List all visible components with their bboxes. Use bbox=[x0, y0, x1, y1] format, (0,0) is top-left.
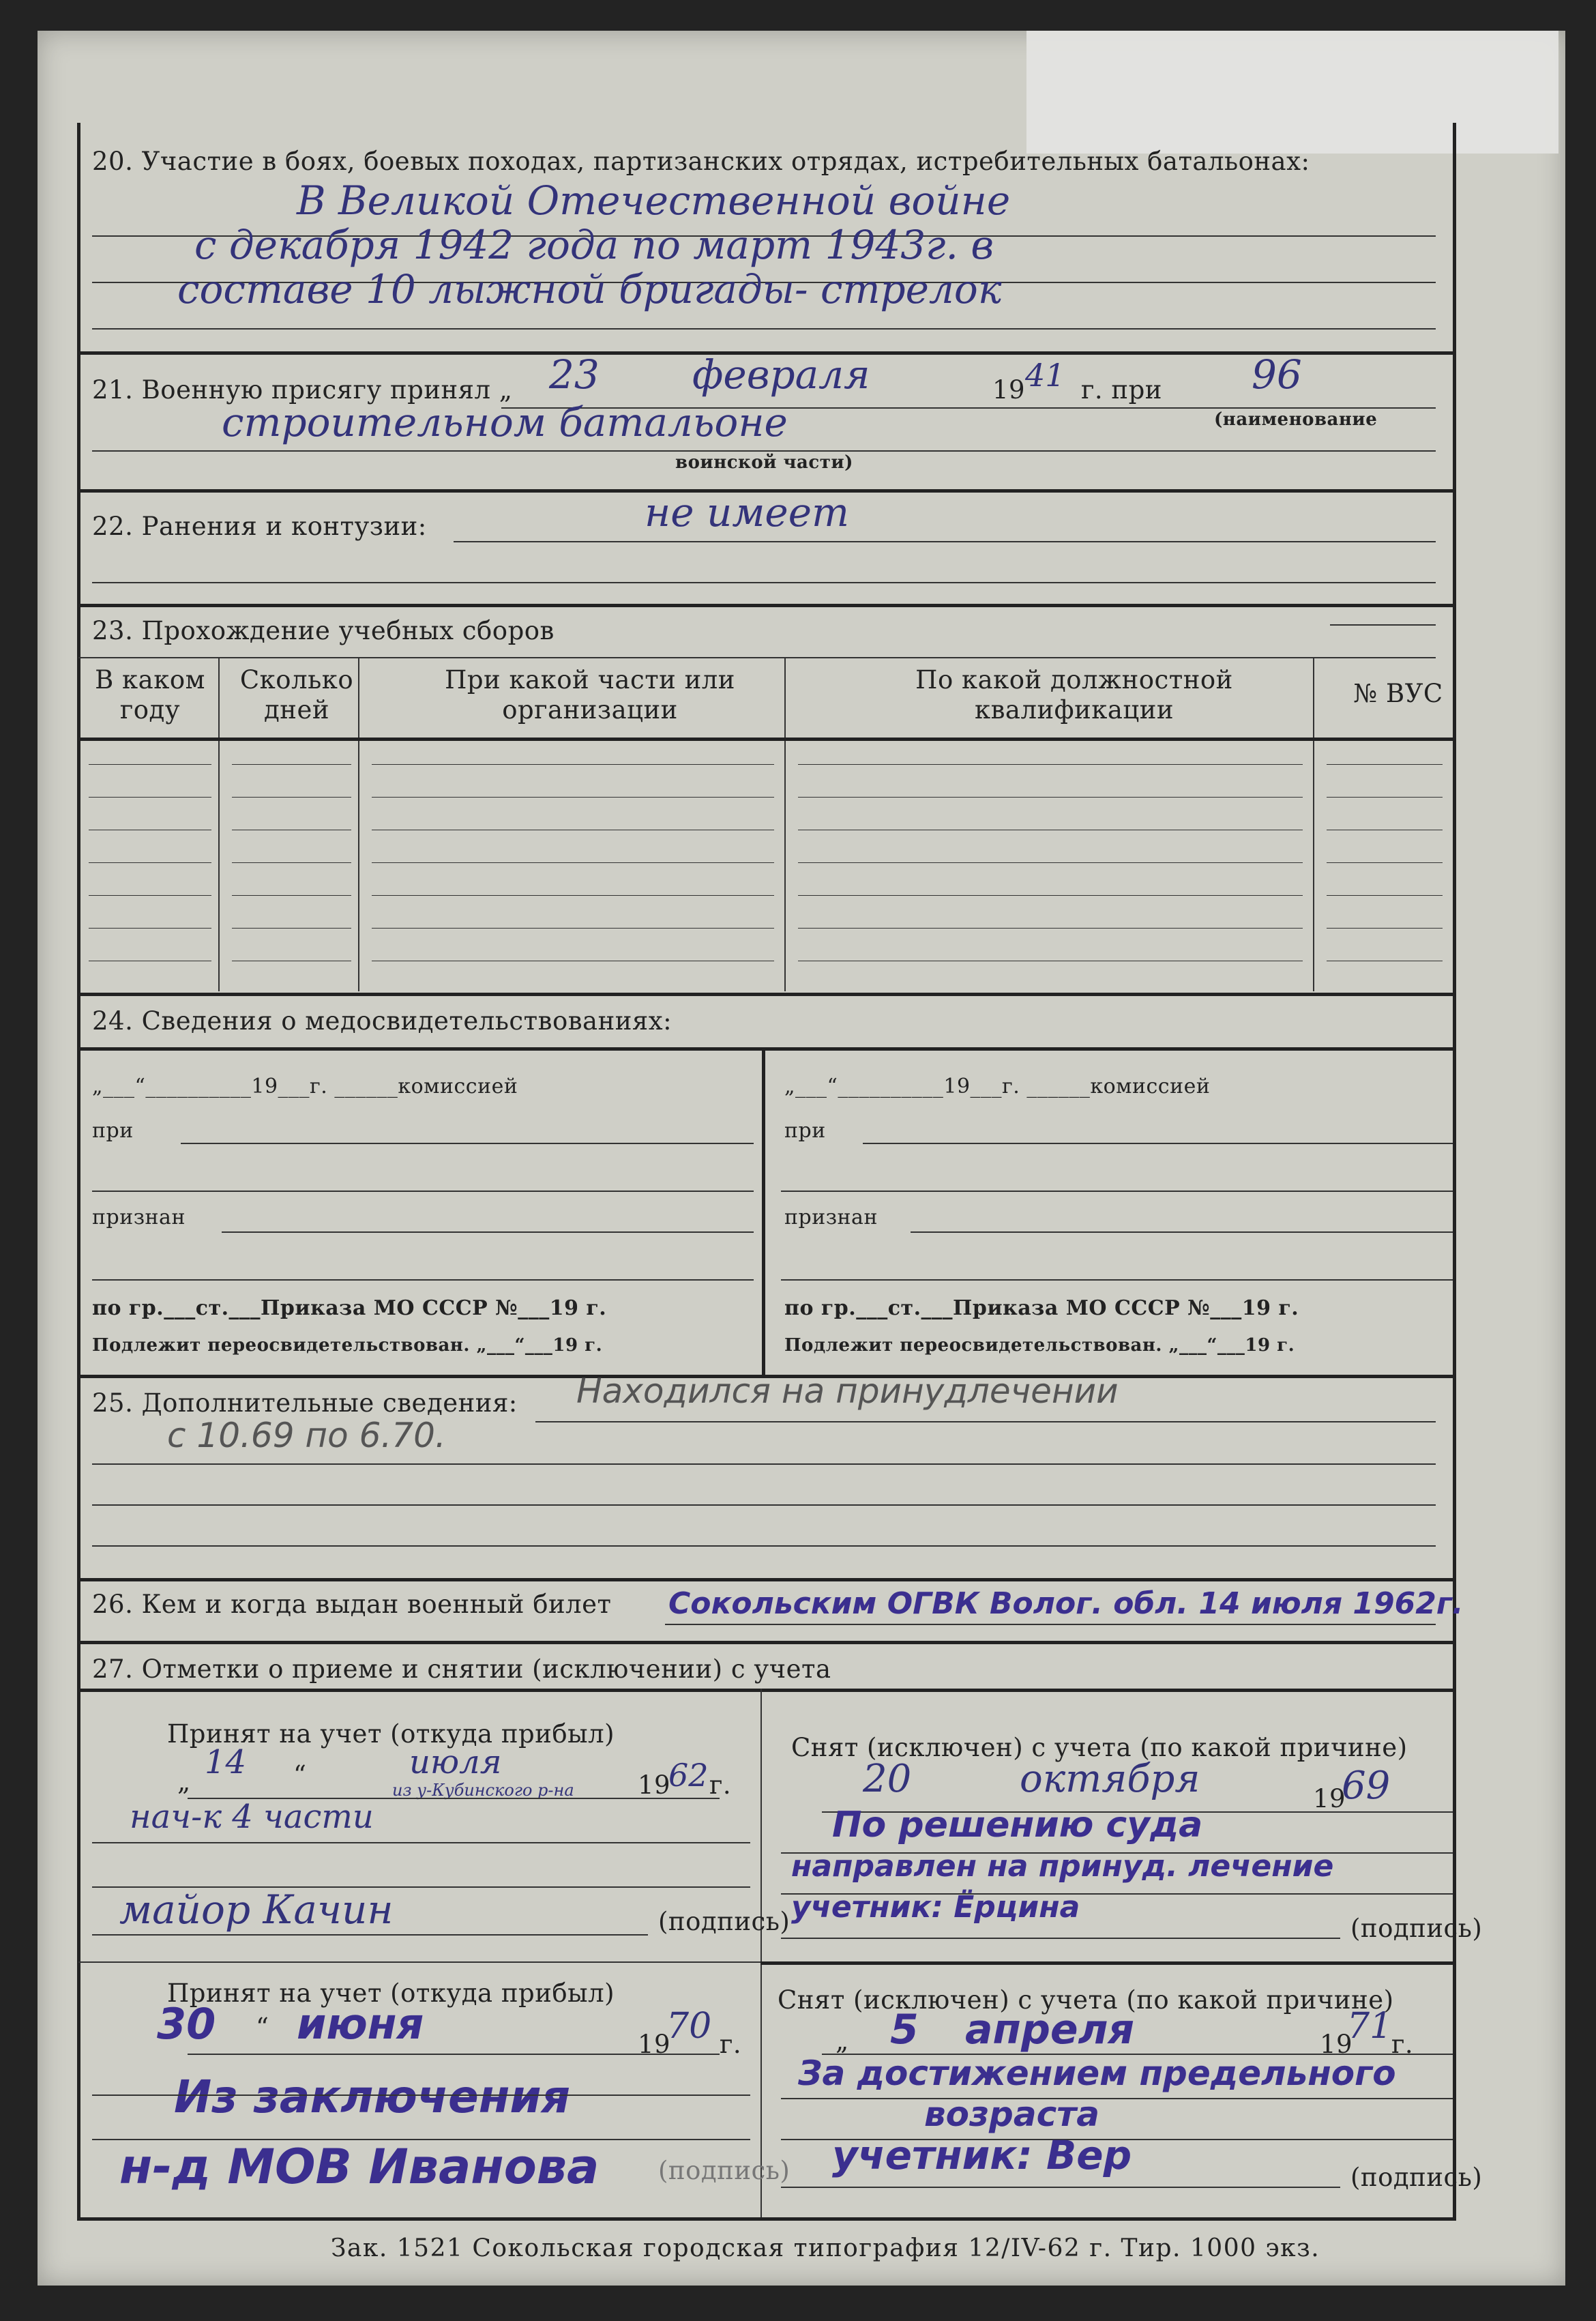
s24-right-podlezhit: Подлежит переосвидетельствован. „___“___19 г. bbox=[784, 1335, 1295, 1356]
table-ruled-line bbox=[1327, 764, 1443, 765]
s20-line3: составе 10 лыжной бригады- стрелок bbox=[177, 266, 1002, 312]
s27-r1-podpis: (подпись) bbox=[1350, 1914, 1483, 1943]
rule bbox=[781, 1938, 1340, 1939]
table-ruled-line bbox=[372, 862, 774, 863]
s21-unit-no: 96 bbox=[1252, 351, 1302, 398]
table-ruled-line bbox=[89, 862, 211, 863]
table-col-divider bbox=[784, 657, 786, 991]
s27-r1-month: октября bbox=[1020, 1757, 1200, 1801]
rule bbox=[222, 1231, 754, 1233]
s25-line2: с 10.69 по 6.70. bbox=[167, 1416, 446, 1455]
s21-month: февраля bbox=[692, 351, 870, 398]
section-divider bbox=[760, 1961, 1453, 1965]
s24-left-po-gr: по гр.___ст.___Приказа МО СССР №___19 г. bbox=[92, 1296, 607, 1320]
s27-a2-podpis: (подпись) bbox=[658, 2156, 790, 2185]
s27-r1-year: 69 bbox=[1342, 1764, 1391, 1808]
section-divider bbox=[78, 1689, 1453, 1692]
s24-right-date-line: „___“__________19___г. ______комиссией bbox=[784, 1075, 1211, 1098]
table-ruled-line bbox=[372, 764, 774, 765]
s27-a1-g: г. bbox=[709, 1770, 732, 1800]
document-sheet bbox=[38, 31, 1565, 2286]
table-ruled-line bbox=[798, 797, 1303, 798]
table-ruled-line bbox=[232, 797, 351, 798]
s23-col5-header: № ВУС bbox=[1353, 679, 1443, 708]
section-divider bbox=[78, 1578, 1453, 1581]
s24-left-podlezhit: Подлежит переосвидетельствован. „___“___19 г. bbox=[92, 1335, 603, 1356]
s27-r2-podpis: (подпись) bbox=[1350, 2163, 1483, 2192]
s27-a2-year: 70 bbox=[666, 2006, 712, 2047]
rule bbox=[181, 1143, 754, 1144]
rule bbox=[781, 2187, 1340, 2188]
s22-value: не имеет bbox=[645, 489, 850, 536]
s21-day: 23 bbox=[549, 351, 600, 398]
s27-a2-day: 30 bbox=[157, 1999, 216, 2049]
rule bbox=[188, 2054, 720, 2055]
rule bbox=[92, 1279, 754, 1281]
s27-a1-podpis: (подпись) bbox=[658, 1907, 790, 1936]
s27-a1-label: Принят на учет (откуда прибыл) bbox=[167, 1719, 615, 1749]
rule bbox=[92, 2094, 750, 2096]
table-ruled-line bbox=[89, 797, 211, 798]
s27-r1-line1: По решению суда bbox=[832, 1805, 1203, 1845]
s27-r1-label: Снят (исключен) с учета (по какой причине) bbox=[791, 1733, 1408, 1762]
table-col-divider bbox=[218, 657, 220, 991]
s20-label: 20. Участие в боях, боевых походах, партизанских отрядах, истребительных батальонах: bbox=[92, 147, 1310, 176]
table-ruled-line bbox=[798, 764, 1303, 765]
s22-label: 22. Ранения и контузии: bbox=[92, 512, 427, 541]
rule bbox=[92, 1463, 1436, 1465]
s24-right-priznan: признан bbox=[784, 1206, 878, 1229]
table-ruled-line bbox=[232, 764, 351, 765]
table-ruled-line bbox=[372, 928, 774, 929]
table-ruled-line bbox=[798, 895, 1303, 896]
s27-a2-label: Принят на учет (откуда прибыл) bbox=[167, 1979, 615, 2008]
s26-value: Сокольским ОГВК Волог. обл. 14 июля 1962г. bbox=[668, 1586, 1464, 1621]
table-col-divider bbox=[1313, 657, 1314, 991]
s27-label: 27. Отметки о приеме и снятии (исключении) с учета bbox=[92, 1654, 831, 1684]
s27-r2-year: 71 bbox=[1347, 2006, 1393, 2047]
table-col-divider bbox=[358, 657, 359, 991]
table-ruled-line bbox=[232, 862, 351, 863]
s27-r2-day: 5 bbox=[890, 2006, 919, 2054]
rule bbox=[92, 1191, 754, 1192]
s27-r1-day: 20 bbox=[863, 1757, 912, 1801]
paper-tape bbox=[1026, 31, 1558, 154]
quote-close: “ bbox=[293, 1760, 307, 1790]
s27-r2-line1: За достижением предельного bbox=[798, 2054, 1396, 2093]
s21-label: 21. Военную присягу принял „ bbox=[92, 375, 513, 405]
table-ruled-line bbox=[89, 764, 211, 765]
s25-label: 25. Дополнительные сведения: bbox=[92, 1388, 518, 1418]
table-ruled-line bbox=[798, 928, 1303, 929]
s27-r2-g: г. bbox=[1391, 2030, 1414, 2059]
s27-mid-divider bbox=[760, 1689, 762, 2217]
s21-unit-name: строительном батальоне bbox=[222, 399, 788, 446]
rule bbox=[92, 1545, 1436, 1547]
table-ruled-line bbox=[1327, 895, 1443, 896]
section-divider bbox=[78, 1641, 1453, 1644]
s25-line1: Находился на принудлечении bbox=[576, 1371, 1119, 1411]
rule bbox=[92, 1504, 1436, 1506]
s23-col3-header: При какой части или организации bbox=[445, 665, 735, 725]
rule bbox=[863, 1143, 1453, 1144]
table-ruled-line bbox=[232, 895, 351, 896]
table-ruled-line bbox=[1327, 797, 1443, 798]
s24-right-pri: при bbox=[784, 1119, 826, 1143]
s27-r1-line2: направлен на принуд. лечение bbox=[791, 1849, 1334, 1884]
s21-year: 41 bbox=[1025, 357, 1065, 394]
rule bbox=[781, 1191, 1453, 1192]
rule bbox=[665, 1624, 1436, 1625]
rule bbox=[92, 582, 1436, 583]
section-divider bbox=[78, 993, 1453, 996]
rule bbox=[92, 328, 1436, 330]
table-ruled-line bbox=[1327, 862, 1443, 863]
s27-r2-label: Снят (исключен) с учета (по какой причине) bbox=[778, 1985, 1394, 2015]
s23-col4-header: По какой должностной квалификации bbox=[915, 665, 1233, 725]
rule bbox=[911, 1231, 1453, 1233]
s21-year-prefix: 19 bbox=[992, 375, 1026, 405]
s27-a1-month: июля bbox=[409, 1743, 502, 1781]
s27-a1-note: из у-Кубинского р-на bbox=[392, 1781, 574, 1800]
s27-r1-line3: учетник: Ёрцина bbox=[791, 1890, 1080, 1925]
s27-a2-g: г. bbox=[720, 2030, 742, 2059]
frame-bottom bbox=[77, 2217, 1455, 2221]
table-ruled-line bbox=[372, 797, 774, 798]
section-divider bbox=[78, 604, 1453, 607]
s21-caption-name: (наименование bbox=[1214, 409, 1378, 430]
quote-close: “ bbox=[256, 2013, 269, 2042]
s24-mid-divider bbox=[762, 1047, 765, 1376]
table-header-top bbox=[78, 657, 1436, 658]
s27-a1-year: 62 bbox=[668, 1757, 709, 1794]
s24-left-pri: при bbox=[92, 1119, 134, 1143]
table-ruled-line bbox=[1327, 928, 1443, 929]
table-header-bottom bbox=[78, 738, 1453, 741]
table-ruled-line bbox=[89, 895, 211, 896]
rule bbox=[781, 2098, 1453, 2099]
s26-label: 26. Кем и когда выдан военный билет bbox=[92, 1590, 612, 1619]
s20-line2: с декабря 1942 года по март 1943г. в bbox=[194, 222, 994, 268]
rule bbox=[781, 1279, 1453, 1281]
s27-a2-year-prefix: 19 bbox=[638, 2030, 671, 2059]
s20-line1: В Великой Отечественной войне bbox=[297, 177, 1011, 224]
s27-r1-year-prefix: 19 bbox=[1313, 1784, 1346, 1813]
rule bbox=[78, 1961, 760, 1963]
rule bbox=[535, 1421, 1436, 1422]
table-ruled-line bbox=[89, 928, 211, 929]
s21-g-pri: г. при bbox=[1081, 375, 1162, 405]
rule bbox=[92, 450, 1436, 452]
printer-footer: Зак. 1521 Сокольская городская типография 12/IV-62 г. Тир. 1000 экз. bbox=[331, 2234, 1320, 2262]
s27-a1-line1: нач-к 4 части bbox=[130, 1798, 374, 1836]
quote-open: „ bbox=[177, 1767, 191, 1796]
s27-a2-line2: н-д МОВ Иванова bbox=[119, 2139, 600, 2195]
s27-r2-month: апреля bbox=[965, 2006, 1135, 2054]
rule bbox=[454, 541, 1436, 542]
s23-label: 23. Прохождение учебных сборов bbox=[92, 616, 555, 645]
s23-col1-header: В каком году bbox=[95, 665, 205, 725]
frame-right bbox=[1453, 123, 1456, 2221]
s23-col2-header: Сколько дней bbox=[239, 665, 354, 725]
rule bbox=[1330, 624, 1436, 626]
s27-r2-year-prefix: 19 bbox=[1320, 2030, 1353, 2059]
s21-caption-unit: воинской части) bbox=[675, 452, 853, 473]
s27-a1-line2: майор Качин bbox=[119, 1886, 394, 1933]
s24-label: 24. Сведения о медосвидетельствованиях: bbox=[92, 1006, 673, 1036]
quote-open: „ bbox=[836, 2026, 849, 2056]
frame-left bbox=[77, 123, 80, 2221]
rule bbox=[92, 1934, 648, 1936]
s27-a1-day: 14 bbox=[205, 1743, 247, 1781]
section-divider bbox=[78, 1047, 1453, 1051]
s27-a2-line1: Из заключения bbox=[174, 2071, 571, 2123]
s27-a1-year-prefix: 19 bbox=[638, 1770, 671, 1800]
s24-left-priznan: признан bbox=[92, 1206, 186, 1229]
table-ruled-line bbox=[372, 895, 774, 896]
s27-r2-line3: учетник: Вер bbox=[832, 2132, 1132, 2178]
s24-left-date-line: „___“__________19___г. ______комиссией bbox=[92, 1075, 518, 1098]
s27-a2-month: июня bbox=[297, 1999, 424, 2049]
table-ruled-line bbox=[798, 862, 1303, 863]
s27-r2-line2: возраста bbox=[924, 2094, 1099, 2134]
s24-right-po-gr: по гр.___ст.___Приказа МО СССР №___19 г. bbox=[784, 1296, 1299, 1320]
table-ruled-line bbox=[232, 928, 351, 929]
rule bbox=[92, 1842, 750, 1843]
